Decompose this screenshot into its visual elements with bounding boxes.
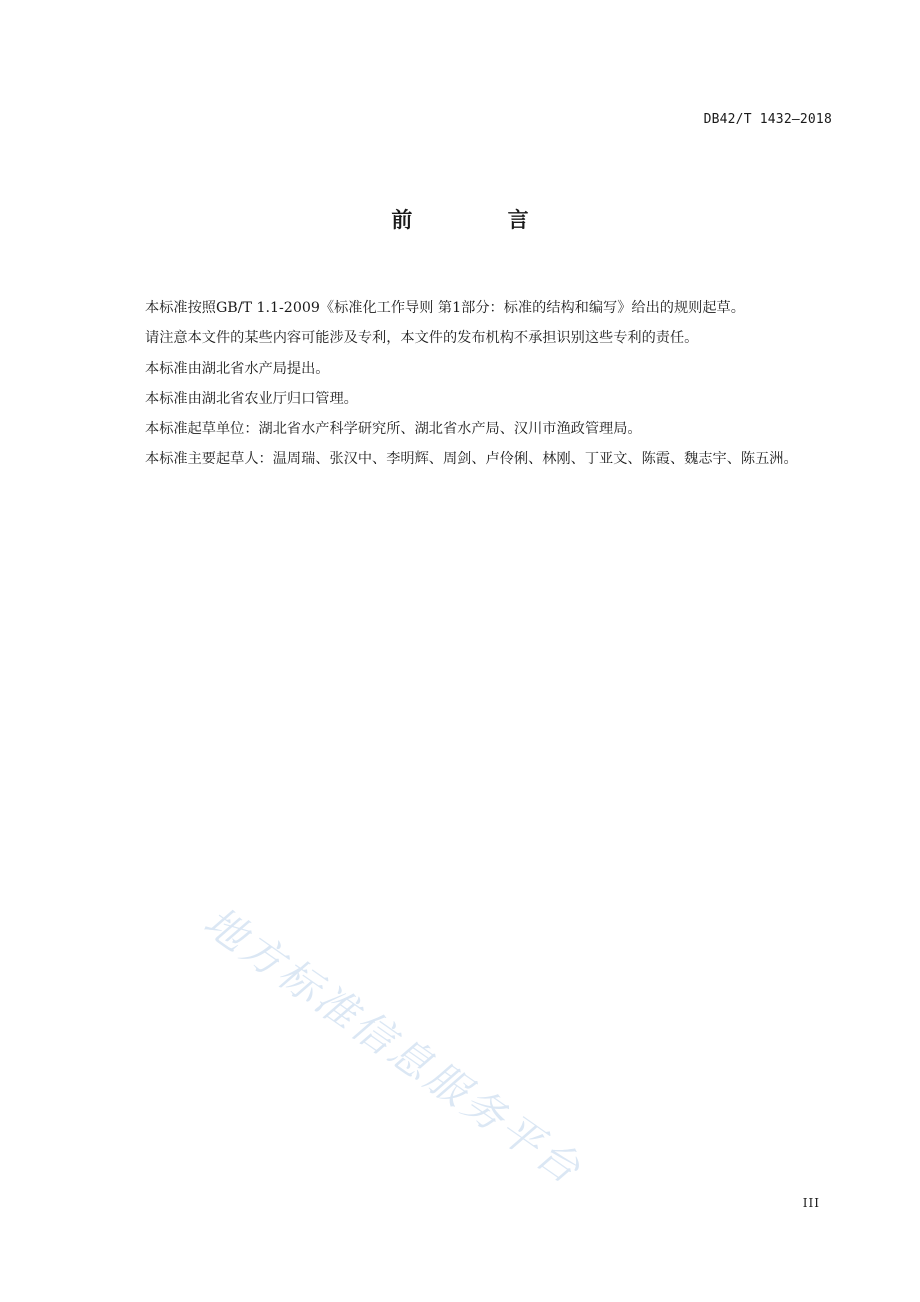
watermark: 地方标准信息服务平台 [195, 897, 592, 1195]
document-code: DB42/T 1432—2018 [703, 112, 832, 127]
paragraph-drafting-units: 本标准起草单位：湖北省水产科学研究所、湖北省水产局、汉川市渔政管理局。 [145, 421, 642, 438]
foreword-body [112, 293, 840, 475]
paragraph-patent-notice: 请注意本文件的某些内容可能涉及专利，本文件的发布机构不承担识别这些专利的责任。 [145, 330, 699, 347]
paragraph-proposer: 本标准由湖北省水产局提出。 [145, 360, 330, 377]
paragraph-administration: 本标准由湖北省农业厅归口管理。 [145, 390, 358, 407]
paragraph-drafters: 本标准主要起草人：温周瑞、张汉中、李明辉、周剑、卢伶俐、林刚、丁亚文、陈霞、魏志宇、陈五洲。 [145, 451, 798, 468]
section-title: 前 言 [391, 208, 573, 232]
page-number: III [802, 1196, 820, 1210]
paragraph-drafting-rules: 本标准按照GB/T 1.1-2009《标准化工作导则 第1部分：标准的结构和编写》给出的规则起草。 [145, 300, 745, 316]
